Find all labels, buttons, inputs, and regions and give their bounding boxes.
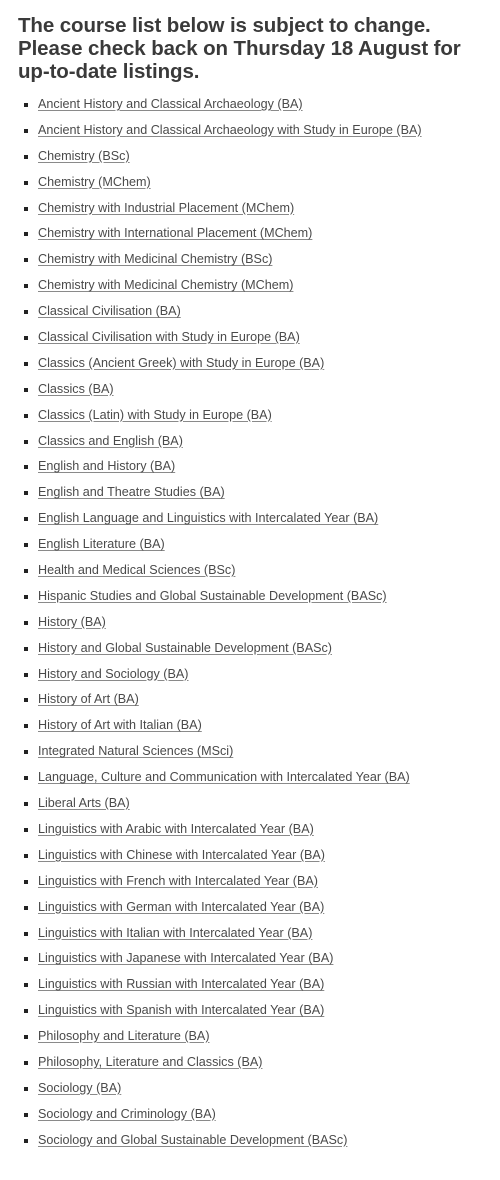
course-link[interactable]: Classics (BA)	[38, 381, 114, 396]
bullet-icon	[24, 595, 28, 599]
bullet-icon	[24, 543, 28, 547]
list-item	[18, 869, 500, 895]
bullet-icon	[24, 155, 28, 159]
course-link[interactable]: History and Sociology (BA)	[38, 666, 189, 681]
list-item	[18, 1050, 500, 1076]
course-link[interactable]: Integrated Natural Sciences (MSci)	[38, 744, 234, 759]
list-item	[18, 273, 500, 299]
course-link[interactable]: Ancient History and Classical Archaeology (BA)	[38, 97, 303, 111]
bullet-icon	[24, 776, 28, 780]
bullet-icon	[24, 414, 28, 418]
course-link[interactable]: Language, Culture and Communication with Intercalated Year (BA)	[38, 770, 410, 785]
bullet-icon	[24, 673, 28, 677]
course-link[interactable]: Chemistry (MChem)	[38, 174, 151, 189]
list-item	[18, 765, 500, 791]
course-link[interactable]: Chemistry with International Placement (MChem)	[38, 226, 313, 241]
course-link[interactable]: Chemistry with Medicinal Chemistry (MChem)	[38, 278, 294, 293]
bullet-icon	[24, 880, 28, 884]
course-link[interactable]: Sociology and Global Sustainable Development (BASc)	[38, 1132, 348, 1147]
list-item	[18, 946, 500, 972]
list-item	[18, 118, 500, 144]
list-item	[18, 921, 500, 947]
bullet-icon	[24, 957, 28, 961]
list-item	[18, 713, 500, 739]
bullet-icon	[24, 802, 28, 806]
bullet-icon	[24, 828, 28, 832]
bullet-icon	[24, 284, 28, 288]
course-link[interactable]: Chemistry (BSc)	[38, 148, 130, 163]
course-link[interactable]: Classics and English (BA)	[38, 433, 183, 448]
bullet-icon	[24, 983, 28, 987]
bullet-icon	[24, 750, 28, 754]
bullet-icon	[24, 1139, 28, 1143]
bullet-icon	[24, 129, 28, 133]
list-item	[18, 895, 500, 921]
list-item	[18, 636, 500, 662]
list-item	[18, 221, 500, 247]
bullet-icon	[24, 258, 28, 262]
bullet-icon	[24, 181, 28, 185]
course-link[interactable]: Classical Civilisation with Study in Europe (BA)	[38, 330, 300, 345]
list-item	[18, 843, 500, 869]
course-link[interactable]: Sociology (BA)	[38, 1080, 122, 1095]
list-item	[18, 92, 500, 118]
course-link[interactable]: Philosophy and Literature (BA)	[38, 1029, 210, 1044]
list-item	[18, 247, 500, 273]
list-item	[18, 506, 500, 532]
list-item	[18, 739, 500, 765]
list-item	[18, 454, 500, 480]
list-item	[18, 377, 500, 403]
list-item	[18, 1128, 500, 1154]
course-link[interactable]: English and History (BA)	[38, 459, 176, 474]
bullet-icon	[24, 724, 28, 728]
bullet-icon	[24, 517, 28, 521]
course-link[interactable]: History of Art (BA)	[38, 692, 139, 707]
list-item	[18, 351, 500, 377]
bullet-icon	[24, 491, 28, 495]
course-link[interactable]: Hispanic Studies and Global Sustainable Development (BASc)	[38, 588, 387, 603]
course-link[interactable]: Classics (Latin) with Study in Europe (BA)	[38, 407, 272, 422]
bullet-icon	[24, 932, 28, 936]
bullet-icon	[24, 207, 28, 211]
list-item	[18, 170, 500, 196]
bullet-icon	[24, 698, 28, 702]
list-item	[18, 998, 500, 1024]
course-link[interactable]: Health and Medical Sciences (BSc)	[38, 563, 236, 578]
bullet-icon	[24, 103, 28, 107]
bullet-icon	[24, 854, 28, 858]
list-item	[18, 1076, 500, 1102]
course-list	[18, 92, 500, 1154]
bullet-icon	[24, 1035, 28, 1039]
list-item	[18, 429, 500, 455]
course-link[interactable]: Sociology and Criminology (BA)	[38, 1106, 216, 1121]
list-item	[18, 662, 500, 688]
list-item	[18, 791, 500, 817]
bullet-icon	[24, 336, 28, 340]
bullet-icon	[24, 906, 28, 910]
course-link[interactable]: Linguistics with Chinese with Intercalated Year (BA)	[38, 847, 326, 862]
course-link[interactable]: History of Art with Italian (BA)	[38, 718, 202, 733]
course-link[interactable]: Ancient History and Classical Archaeology with Study in Europe (BA)	[38, 122, 422, 137]
course-link[interactable]: English and Theatre Studies (BA)	[38, 485, 225, 500]
course-link[interactable]: Linguistics with French with Intercalated Year (BA)	[38, 873, 318, 888]
course-link[interactable]: Chemistry with Medicinal Chemistry (BSc)	[38, 252, 273, 267]
bullet-icon	[24, 232, 28, 236]
bullet-icon	[24, 621, 28, 625]
bullet-icon	[24, 440, 28, 444]
list-item	[18, 687, 500, 713]
list-item	[18, 584, 500, 610]
course-link[interactable]: History and Global Sustainable Development (BASc)	[38, 640, 332, 655]
bullet-icon	[24, 388, 28, 392]
course-link[interactable]: English Language and Linguistics with Intercalated Year (BA)	[38, 511, 379, 526]
list-item	[18, 972, 500, 998]
list-item	[18, 299, 500, 325]
list-item	[18, 1024, 500, 1050]
notice-heading: The course list below is subject to change. Please check back on Thursday 18 August for up-to-date listings.	[18, 14, 461, 83]
course-link[interactable]: Chemistry with Industrial Placement (MChem)	[38, 200, 295, 215]
bullet-icon	[24, 647, 28, 651]
list-item	[18, 144, 500, 170]
bullet-icon	[24, 310, 28, 314]
course-link[interactable]: History (BA)	[38, 614, 106, 629]
course-link[interactable]: Linguistics with Spanish with Intercalated Year (BA)	[38, 1003, 325, 1018]
list-item	[18, 817, 500, 843]
course-link[interactable]: Liberal Arts (BA)	[38, 796, 130, 811]
bullet-icon	[24, 1087, 28, 1091]
bullet-icon	[24, 1113, 28, 1117]
list-item	[18, 558, 500, 584]
course-link[interactable]: Classics (Ancient Greek) with Study in Europe (BA)	[38, 355, 325, 370]
course-link[interactable]: Linguistics with Russian with Intercalated Year (BA)	[38, 977, 325, 992]
course-link[interactable]: Philosophy, Literature and Classics (BA)	[38, 1054, 263, 1069]
list-item	[18, 325, 500, 351]
list-item	[18, 532, 500, 558]
list-item	[18, 403, 500, 429]
bullet-icon	[24, 465, 28, 469]
course-link[interactable]: Classical Civilisation (BA)	[38, 304, 181, 319]
list-item	[18, 1102, 500, 1128]
course-link[interactable]: Linguistics with German with Intercalated Year (BA)	[38, 899, 325, 914]
course-link[interactable]: Linguistics with Arabic with Intercalated Year (BA)	[38, 821, 314, 836]
bullet-icon	[24, 362, 28, 366]
list-item	[18, 610, 500, 636]
course-link[interactable]: Linguistics with Italian with Intercalated Year (BA)	[38, 925, 313, 940]
bullet-icon	[24, 569, 28, 573]
course-link[interactable]: English Literature (BA)	[38, 537, 165, 552]
list-item	[18, 480, 500, 506]
bullet-icon	[24, 1009, 28, 1013]
bullet-icon	[24, 1061, 28, 1065]
course-link[interactable]: Linguistics with Japanese with Intercalated Year (BA)	[38, 951, 334, 966]
list-item	[18, 196, 500, 222]
